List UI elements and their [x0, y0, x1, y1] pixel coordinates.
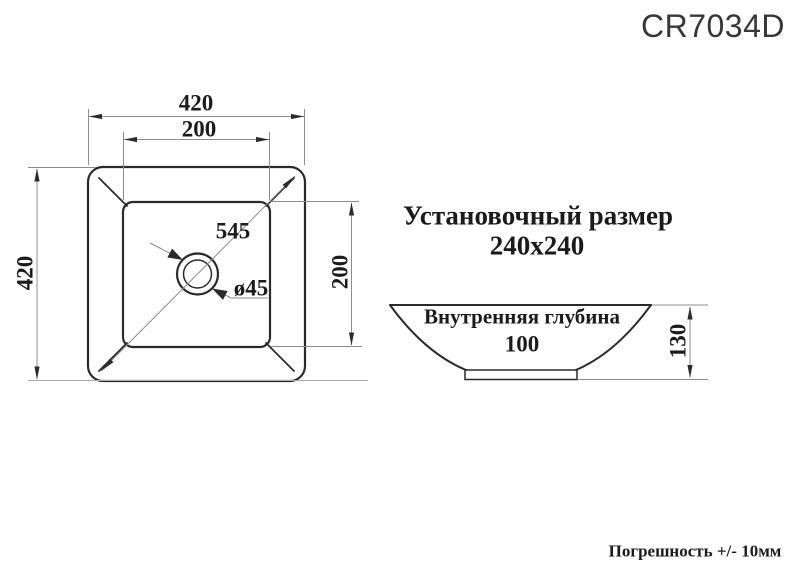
tolerance-note: Погрешность +/- 10мм: [608, 541, 782, 561]
corner-edge-tl: [99, 178, 127, 206]
corner-edge-bl: [99, 343, 127, 371]
dim-drain-diameter-label: ø45: [233, 275, 269, 301]
installation-size-label: Установочный размер: [402, 200, 674, 231]
installation-size-value: 240x240: [489, 230, 585, 261]
dim-outer-height-label: 420: [12, 255, 38, 291]
inner-depth-value: 100: [504, 331, 540, 357]
corner-edge-br: [266, 343, 294, 371]
dim-outer-width-label: 420: [178, 90, 214, 116]
dim-diagonal-label: 545: [215, 218, 251, 244]
dim-inner-height-label: 200: [327, 254, 353, 290]
bowl-base: [465, 370, 577, 380]
model-number: CR7034D: [640, 8, 786, 44]
inner-depth-label: Внутренняя глубина: [423, 304, 621, 329]
dim-inner-width-label: 200: [181, 116, 217, 142]
top-view-dimension-lines: [28, 109, 368, 381]
top-view-arrowheads: [34, 114, 354, 380]
dim-side-height-label: 130: [665, 323, 691, 359]
